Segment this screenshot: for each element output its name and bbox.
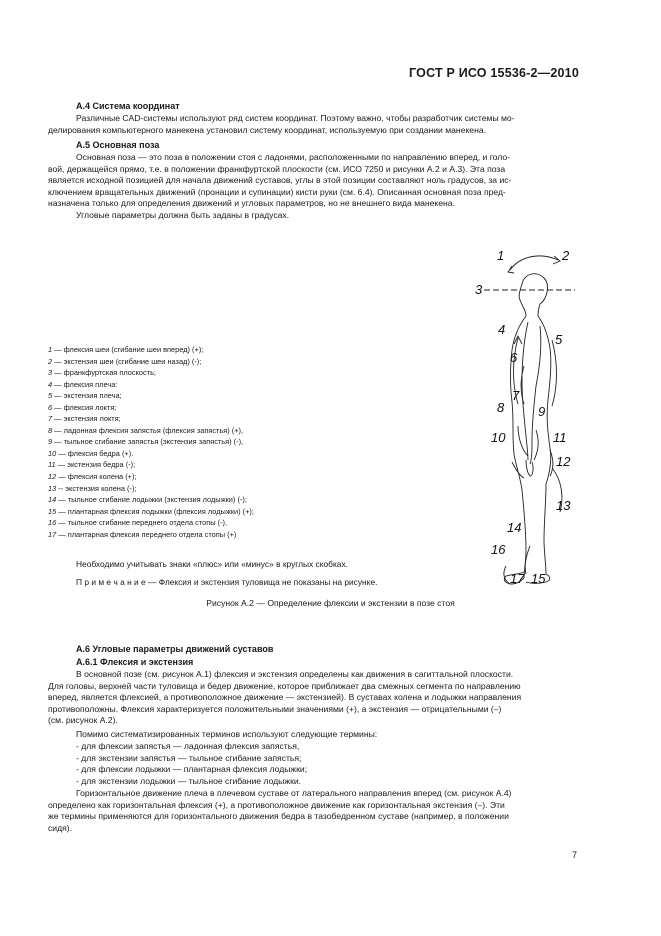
- front-leg-outline: [544, 484, 546, 574]
- legend-item: [48, 448, 254, 460]
- legend-number: 12: [48, 472, 57, 482]
- arm-outline-front: [530, 326, 541, 464]
- legend-number: 16: [48, 518, 57, 528]
- figure-label: 16: [491, 542, 506, 557]
- legend-number: 5: [48, 391, 53, 401]
- legend-item: [48, 425, 254, 437]
- legend-number: 15: [48, 506, 57, 516]
- section-a4-line: Различные CAD-системы используют ряд систем координат. Поэтому важно, чтобы разработчик системы мо-: [76, 113, 515, 123]
- section-a5-line: ключением вращательных движений (пронации и супинации) кисти руки (см. 6.4). Описанная основная поза пред-: [48, 186, 506, 197]
- figure-label: 1: [497, 248, 505, 263]
- legend-text: — тыльное сгибание лодыжки (экстензия лодыжки) (-);: [56, 495, 247, 505]
- note-prefix: П р и м е ч а н и е: [76, 577, 146, 587]
- legend-number: 4: [48, 379, 53, 389]
- figure-label: 8: [497, 400, 505, 415]
- section-a5-line: назначена только для определения движений и угловых параметров, но не внешнего вида манекена.: [48, 198, 455, 209]
- legend-text: — экстензия локтя;: [52, 414, 121, 424]
- figure-label: 9: [538, 404, 546, 419]
- legend-number: 17: [48, 529, 57, 539]
- legend-text: — тыльное сгибание переднего отдела стопы (-),: [56, 518, 228, 528]
- legend-number: 11: [48, 460, 56, 470]
- legend-text: — экстензия бедра (-);: [55, 460, 136, 470]
- hand-outline: [526, 460, 533, 476]
- a61-line: вперед, является флексией, а противоположное движение — экстензией). В суставах колена и лодыжки направления: [48, 692, 522, 703]
- figure-label: 15: [531, 571, 546, 586]
- legend-number: 3: [48, 368, 53, 378]
- front-outline: [538, 316, 551, 484]
- legend-text: — флексия колена (+);: [56, 472, 137, 482]
- terms-list-item: - для экстензии запястья — тыльное сгибание запястья;: [76, 752, 302, 763]
- figure-caption: Рисунок А.2 — Определение флексии и экстензии в позе стоя: [206, 598, 455, 608]
- section-a5-line: вой, держащейся прямо, т.е. в положении франкфуртской плоскости (см. ИСО 7250 и рисунки А.2 и А.3). Эта поза: [48, 163, 506, 174]
- figure-legend: [48, 344, 254, 540]
- legend-text: — флексия бедра (+).: [56, 448, 134, 458]
- note-text: — Флексия и экстензия туловища не показаны на рисунке.: [145, 577, 378, 587]
- a61-line: В основной позе (см. рисунок А.1) флексия и экстензия определены как движения в сагиттальной плоскости.: [76, 669, 514, 679]
- legend-number: 6: [48, 402, 53, 412]
- arrowhead: [508, 266, 514, 273]
- a61b-line: же термины применяются для горизонтального движения бедра в тазобедренном суставе (например, в положении: [48, 811, 509, 822]
- figure-label: 10: [491, 430, 506, 445]
- section-a5-paragraph: [48, 152, 584, 210]
- legend-text: — флексия локтя;: [52, 402, 117, 412]
- a61-line: Для головы, верхней части туловища и бедер движение, которое приближает два смежных сегмента по направлению: [48, 680, 521, 691]
- legend-text: — франкфуртская плоскость;: [52, 368, 156, 378]
- legend-number: 9: [48, 437, 53, 447]
- terms-intro: Помимо систематизированных терминов используют следующие термины:: [76, 729, 378, 739]
- terms-list: [76, 741, 307, 787]
- wrist-motion-arc-front: [534, 430, 538, 460]
- legend-number: 14: [48, 495, 57, 505]
- page-number: 7: [571, 850, 577, 860]
- head-outline: [522, 274, 547, 316]
- legend-item: [48, 494, 254, 506]
- sign-note: Необходимо учитывать знаки «плюс» или «минус» в круглых скобках.: [76, 559, 348, 569]
- figure-note: [76, 577, 377, 587]
- legend-number: 1: [48, 345, 53, 354]
- section-a61-paragraph: [48, 669, 584, 727]
- legend-number: 13: [48, 483, 57, 493]
- figure-label: 13: [556, 498, 571, 513]
- figure-label: 14: [507, 520, 522, 535]
- neck-motion-arc: [510, 256, 558, 270]
- figure-label: 11: [553, 430, 567, 445]
- section-a5-line: является исходной позицией для начала движений суставов, углы в этой позиции составляют ноль градусов, за ис-: [48, 175, 512, 186]
- horizontal-motion-paragraph: [48, 788, 584, 834]
- section-a6-title: А.6 Угловые параметры движений суставов: [76, 644, 274, 654]
- legend-text: -- экстензия колена (-);: [56, 483, 137, 493]
- figure-label: 4: [498, 322, 506, 337]
- legend-item: [48, 436, 254, 448]
- legend-text: — плантарная флексия лодыжки (флексия лодыжки) (+);: [56, 506, 254, 516]
- arrowhead: [553, 256, 560, 264]
- legend-text: — плантарная флексия переднего отдела стопы (+): [56, 529, 237, 539]
- legend-item: [48, 413, 254, 425]
- legend-number: 10: [48, 448, 57, 458]
- elbow-motion-arc: [521, 366, 524, 404]
- a61b-line: Горизонтальное движение плеча в плечевом суставе от латерального направления вперед (см. рисунок А.4): [76, 788, 512, 798]
- figure-label: 5: [555, 332, 563, 347]
- section-a5-line: Основная поза — это поза в положении стоя с ладонями, расположенными по направлению вперед, и голо-: [76, 152, 510, 162]
- legend-item: [48, 379, 254, 391]
- section-a5-title: А.5 Основная поза: [76, 140, 160, 150]
- legend-text: — флексия шеи (сгибание шеи вперед) (+);: [52, 345, 204, 354]
- terms-list-item: - для экстензии лодыжки — тыльное сгибание лодыжки.: [76, 775, 302, 786]
- document-code: ГОСТ Р ИСО 15536-2—2010: [409, 66, 579, 80]
- a61b-line: определено как горизонтальная флексия (+), а противоположное движение как горизонтальная экстензия (–). Эти: [48, 799, 505, 810]
- legend-text: — флексия плеча:: [52, 379, 118, 389]
- legend-item: [48, 390, 254, 402]
- legend-number: 8: [48, 425, 53, 435]
- legend-item: [48, 483, 254, 495]
- a61-line: противоположны. Флексия характеризуется положительными значениями (+), а экстензия — отрицательными (–): [48, 703, 502, 714]
- a61b-line: сидя).: [48, 822, 73, 833]
- legend-number: 2: [48, 356, 53, 366]
- legend-item: [48, 506, 254, 518]
- a61-line: (см. рисунок А.2).: [48, 715, 118, 726]
- figure-label: 6: [510, 350, 518, 365]
- terms-list-item: - для флексии запястья — ладонная флексия запястья,: [76, 741, 300, 751]
- shoulder-motion-arc-front: [552, 340, 557, 406]
- section-a5-degrees-note: Угловые параметры должна быть заданы в градусах.: [76, 210, 290, 220]
- legend-item: [48, 471, 254, 483]
- section-a61-title: А.6.1 Флексия и экстензия: [76, 657, 194, 667]
- figure-label: 3: [475, 282, 483, 297]
- legend-text: — экстензия шеи (сгибание шеи назад) (-);: [52, 356, 202, 366]
- arm-outline: [522, 322, 528, 460]
- figure-label: 7: [512, 388, 520, 403]
- section-a4-line: делирования компьютерного манекена установил систему координат, используемую при создании манекена.: [48, 124, 486, 135]
- legend-number: 7: [48, 414, 53, 424]
- legend-item: [48, 356, 254, 368]
- figure-label: 2: [562, 248, 570, 263]
- standing-pose-figure: [440, 240, 610, 600]
- legend-item: [48, 529, 254, 541]
- legend-text: — тыльное сгибание запястья (экстензия запястья) (-),: [52, 437, 244, 447]
- figure-label: 12: [556, 454, 571, 469]
- face-outline: [519, 284, 526, 316]
- legend-item: [48, 402, 254, 414]
- legend-item: [48, 367, 254, 379]
- legend-item: [48, 459, 254, 471]
- section-a4-title: А.4 Система координат: [76, 101, 180, 111]
- legend-text: — ладонная флексия запястья (флексия запястья) (+),: [52, 425, 244, 435]
- figure-label: 17: [510, 571, 525, 586]
- section-a4-paragraph: [48, 113, 584, 136]
- terms-list-item: - для флексии лодыжки — плантарная флексия лодыжки;: [76, 764, 308, 775]
- legend-text: — экстензия плеча;: [52, 391, 122, 401]
- legend-item: [48, 344, 254, 356]
- legend-item: [48, 517, 254, 529]
